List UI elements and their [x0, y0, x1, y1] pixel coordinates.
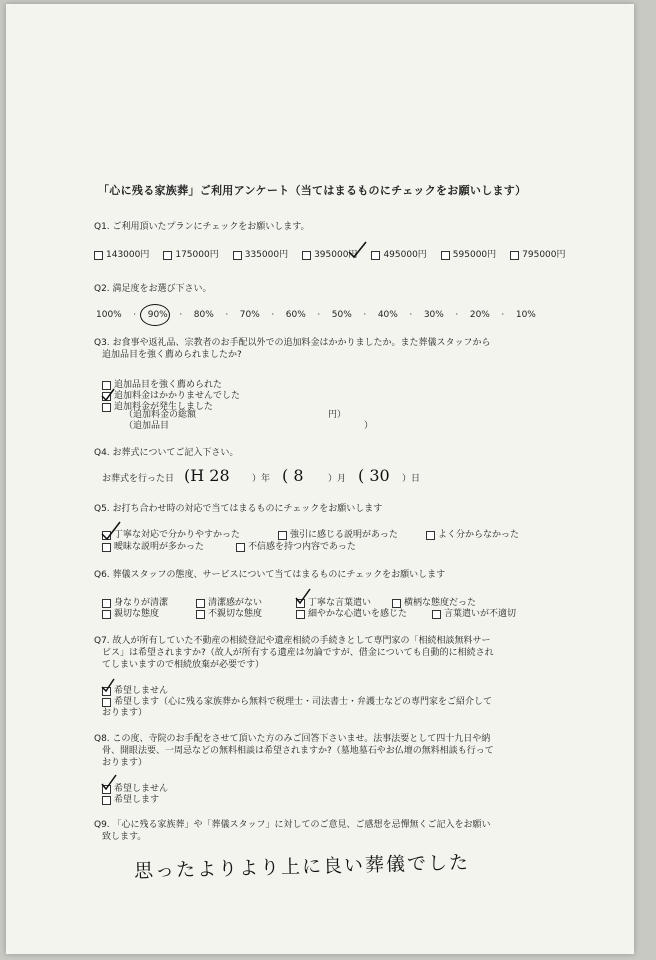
q7-label-1: Q7. 故人が所有していた不動産の相続登記や遺産相続の手続きとして専門家の「相続相談無料サー [94, 636, 491, 646]
scale-50[interactable]: 50% [331, 310, 352, 320]
q5-option[interactable]: 強引に感じる説明があった [278, 530, 398, 541]
q1-option[interactable]: 175000円 [163, 250, 218, 261]
q8-label-2: 骨、開眼法要、一周忌などの無料相談は希望されますか?（墓地墓石やお仏壇の無料相談も行って [102, 746, 494, 756]
checkbox[interactable] [196, 610, 205, 619]
checkbox[interactable] [94, 251, 103, 260]
q9-handwritten-answer[interactable]: 思ったよりより上に良い葬儀でした [133, 851, 471, 883]
q3-label-1: Q3. お食事や返礼品、宗教者のお手配以外での追加料金はかかりましたか。また葬儀スタッフから [94, 338, 491, 348]
q4-year-handwritten[interactable]: (H 28 [184, 466, 230, 485]
q1-option[interactable]: 395000円 [302, 250, 357, 261]
scale-100[interactable]: 100% [96, 310, 122, 320]
q3-option[interactable]: 追加料金が発生しました [102, 402, 240, 413]
q6-option[interactable]: 細やかな心遣いを感じた [296, 609, 407, 620]
scale-10[interactable]: 10% [515, 310, 536, 320]
checkbox[interactable] [102, 599, 111, 608]
q4-day-unit: ）日 [402, 474, 421, 484]
q8-option[interactable]: 希望します [102, 795, 159, 806]
q9-label-2: 致します。 [102, 832, 147, 842]
q6-option[interactable]: 言葉遣いが不適切 [432, 609, 516, 620]
q3-items-close: ） [364, 421, 374, 431]
page-title: 「心に残る家族葬」ご利用アンケート（当てはまるものにチェックをお願いします） [98, 184, 527, 197]
q4-label: Q4. お葬式についてご記入下さい。 [94, 448, 239, 458]
q5-label: Q5. お打ち合わせ時の対応で当てはまるものにチェックをお願いします [94, 504, 383, 514]
q1-option[interactable]: 795000円 [510, 250, 565, 261]
checkbox[interactable] [432, 610, 441, 619]
checkbox[interactable] [233, 251, 242, 260]
checkbox[interactable] [426, 531, 435, 540]
checkbox[interactable] [196, 599, 205, 608]
q5-option[interactable]: 曖昧な説明が多かった [102, 542, 204, 553]
check-mark-icon [294, 588, 312, 606]
q6-option[interactable]: 不親切な態度 [196, 609, 262, 620]
q3-option-checked[interactable]: 追加料金はかかりませんでした [102, 391, 240, 402]
q3-label-2: 追加品目を強く薦められましたか? [102, 350, 242, 360]
q7-label-2: ビス」は希望されますか?（故人が所有する遺産は勿論ですが、借金についても自動的に相続され [102, 648, 494, 658]
q6-option[interactable]: 横柄な態度だった [392, 598, 476, 609]
q3-options [102, 380, 240, 413]
scale-60[interactable]: 60% [285, 310, 306, 320]
q4-day-handwritten[interactable]: ( 30 [358, 466, 390, 485]
check-mark-icon [100, 520, 122, 542]
scale-90[interactable]: 90% [147, 310, 168, 320]
q7-option-cont: おります） [102, 708, 148, 718]
q6-label: Q6. 葬儀スタッフの態度、サービスについて当てはまるものにチェックをお願いします [94, 570, 446, 580]
checkbox[interactable] [102, 698, 111, 707]
q1-label: Q1. ご利用頂いたプランにチェックをお願いします。 [94, 222, 310, 232]
q5-option-checked[interactable]: 丁寧な対応で分かりやすかった [102, 530, 240, 541]
q1-option[interactable]: 595000円 [441, 250, 496, 261]
q2-scale: 100% · 90% · 80% · 70% · 60% · 50% · 40% · 30% · 20% · 10% [96, 310, 536, 320]
check-mark-icon [100, 774, 118, 792]
check-mark-icon [346, 240, 368, 260]
checkbox[interactable] [236, 543, 245, 552]
q7-option-checked[interactable]: 希望しません [102, 686, 168, 697]
checkbox[interactable] [102, 796, 111, 805]
survey-sheet [6, 4, 634, 954]
selection-circle [140, 304, 170, 326]
q9-label-1: Q9. 「心に残る家族葬」や「葬儀スタッフ」に対してのご意見、ご感想を忌憚無くご記入をお願い [94, 820, 491, 830]
checkbox[interactable] [441, 251, 450, 260]
q3-total-unit: 円） [328, 410, 347, 420]
q7-option[interactable]: 希望します（心に残る家族葬から無料で税理士・司法書士・弁護士などの専門家をご紹介して [102, 697, 492, 708]
scale-80[interactable]: 80% [193, 310, 214, 320]
checkbox[interactable] [302, 251, 311, 260]
q8-label-1: Q8. この度、寺院のお手配をさせて頂いた方のみご回答下さいませ。法事法要として四十九日や納 [94, 734, 491, 744]
scale-40[interactable]: 40% [377, 310, 398, 320]
q5-option[interactable]: よく分からなかった [426, 530, 519, 541]
q1-options [94, 250, 566, 261]
checkbox[interactable] [163, 251, 172, 260]
q1-option-checked[interactable]: 495000円 [371, 250, 426, 261]
q1-option[interactable]: 143000円 [94, 250, 149, 261]
q1-option[interactable]: 335000円 [233, 250, 288, 261]
q6-option[interactable]: 清潔感がない [196, 598, 262, 609]
checkbox[interactable] [102, 610, 111, 619]
q4-date-label: お葬式を行った日 [102, 474, 175, 484]
check-mark-icon [100, 388, 116, 402]
q7-label-3: てしまいますので相続放棄が必要です） [102, 660, 265, 670]
q5-option[interactable]: 不信感を持つ内容であった [236, 542, 356, 553]
q4-month-handwritten[interactable]: ( 8 [282, 466, 304, 485]
scale-30[interactable]: 30% [423, 310, 444, 320]
scale-20[interactable]: 20% [469, 310, 490, 320]
q3-option[interactable]: 追加品目を強く薦められた [102, 380, 240, 391]
q3-items-label: （追加品目 [124, 421, 170, 431]
checkbox[interactable] [392, 599, 401, 608]
q8-option-checked[interactable]: 希望しません [102, 784, 168, 795]
q4-month-unit: ）月 [328, 474, 347, 484]
checkbox[interactable] [510, 251, 519, 260]
checkbox[interactable] [278, 531, 287, 540]
checkbox-checked[interactable] [371, 251, 380, 260]
q2-label: Q2. 満足度をお選び下さい。 [94, 284, 212, 294]
check-mark-icon [100, 678, 116, 694]
q8-label-3: おります） [102, 758, 148, 768]
q6-option-checked[interactable]: 丁寧な言葉遣い [296, 598, 371, 609]
q4-year-unit: ）年 [252, 474, 271, 484]
q3-total-label: （追加料金の総額 [124, 410, 197, 420]
q6-option[interactable]: 身なりが清潔 [102, 598, 168, 609]
scale-70[interactable]: 70% [239, 310, 260, 320]
checkbox[interactable] [102, 403, 111, 412]
q6-option[interactable]: 親切な態度 [102, 609, 159, 620]
checkbox[interactable] [296, 610, 305, 619]
checkbox[interactable] [102, 543, 111, 552]
